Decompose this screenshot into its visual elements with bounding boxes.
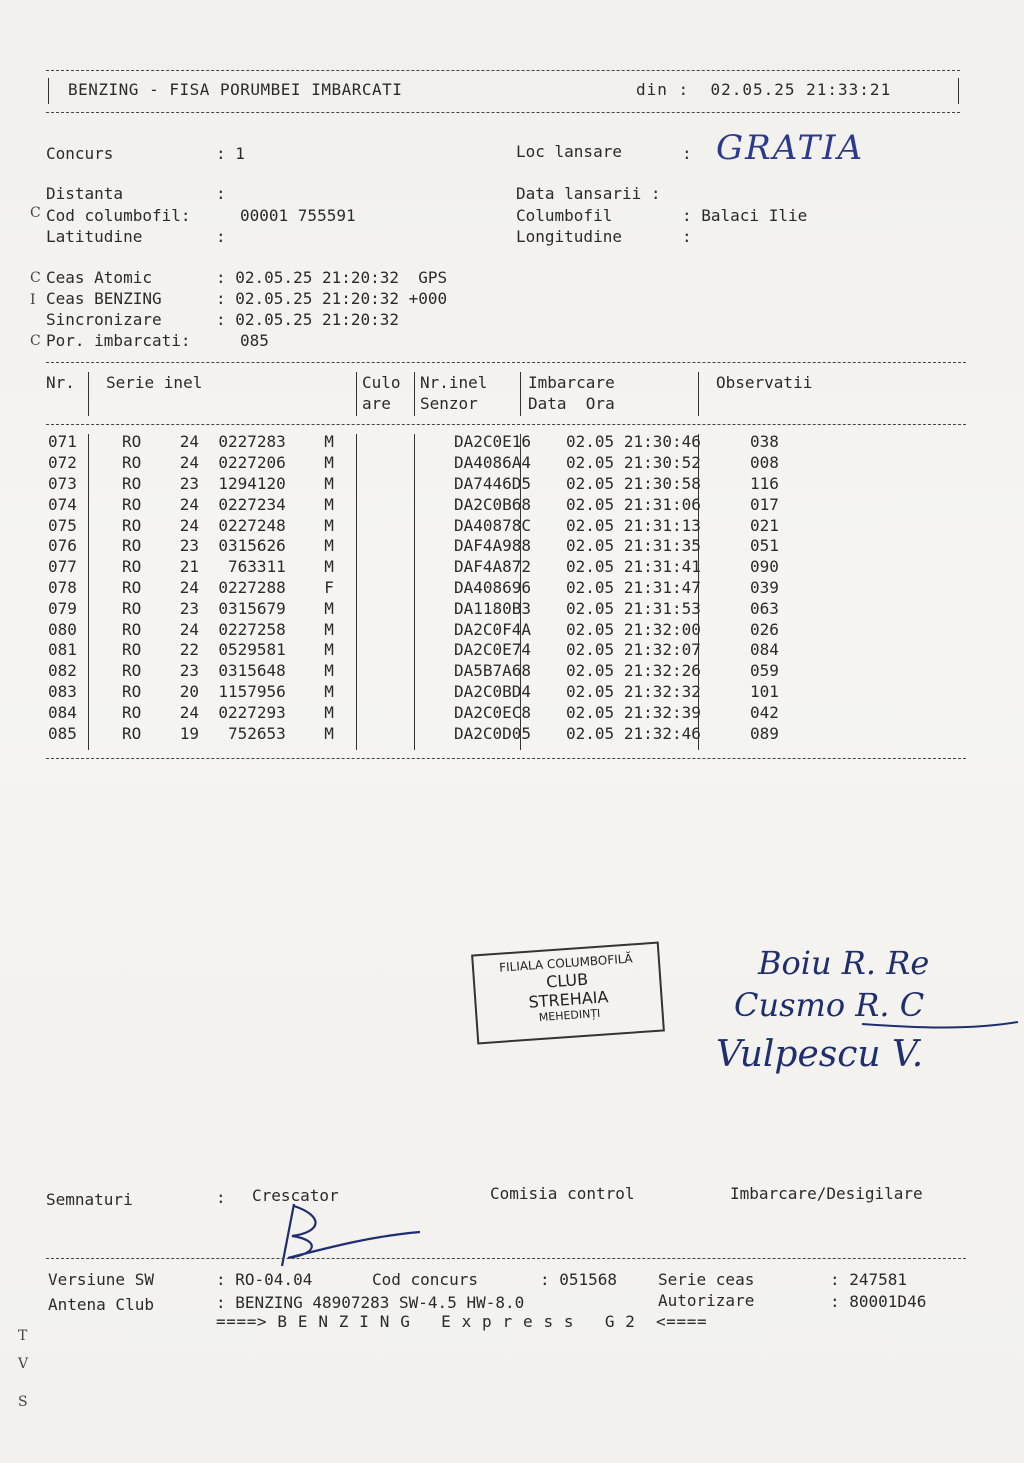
cell-observatii: 042 (750, 702, 779, 722)
cod-concurs-value: : 051568 (540, 1270, 618, 1289)
cell-serie (92, 723, 390, 744)
cell-senzor: DA2C0EC8 (454, 702, 532, 722)
cell-sex: M (324, 723, 334, 743)
cell-culoare (390, 557, 448, 578)
margin-mark: C (30, 205, 41, 221)
cell-observatii: 051 (750, 536, 779, 556)
club-stamp (471, 942, 665, 1045)
cell-tara: RO (122, 619, 142, 639)
cell-serie (92, 453, 390, 474)
cell-observatii: 090 (750, 557, 779, 577)
cell-data: 02.05 (566, 702, 615, 722)
cell-ora: 21:30:58 (623, 473, 701, 493)
cell-senzor: DA2C0BD4 (454, 681, 532, 701)
cell-senzor: DA2C0D05 (454, 723, 532, 743)
sincronizare-label: Sincronizare (46, 310, 162, 329)
cell-an: 23 (179, 536, 200, 556)
concurs-value: : 1 (216, 144, 245, 163)
cell-serie (92, 494, 390, 515)
cell-sex: M (324, 640, 334, 660)
table-bottom-rule (46, 758, 966, 759)
cell-imbarcare (560, 578, 744, 599)
handwritten-signature-3: Vulpescu V. (716, 1034, 924, 1075)
versiune-value: : RO-04.04 (216, 1270, 313, 1289)
cell-tara: RO (122, 681, 142, 701)
cell-tara: RO (122, 702, 142, 722)
cell-culoare (390, 598, 448, 619)
document-title: BENZING - FISA PORUMBEI IMBARCATI (68, 80, 403, 99)
cell-ora: 21:32:00 (623, 619, 701, 639)
cell-tara: RO (122, 432, 142, 452)
cell-senzor: DA2C0E74 (454, 640, 532, 660)
cell-nr: 083 (48, 681, 77, 701)
cell-senzor: DA408696 (454, 577, 532, 597)
cell-serie (92, 640, 390, 661)
margin-mark: S (18, 1394, 28, 1410)
cell-culoare (390, 432, 448, 453)
cell-nr: 071 (48, 432, 77, 452)
col-imbarcare-header-2: Data Ora (528, 394, 615, 413)
cell-serie (92, 474, 390, 495)
cell-observatii: 089 (750, 723, 779, 743)
cod-columbofil-label: Cod columbofil: (46, 206, 191, 225)
cell-sex: F (324, 577, 334, 597)
cell-data: 02.05 (566, 681, 615, 701)
col-sep-2h (356, 372, 357, 416)
cell-an: 20 (179, 681, 200, 701)
cell-nr: 085 (48, 723, 77, 743)
col-nrinel-header-1: Nr.inel (420, 373, 488, 392)
cell-sex: M (324, 598, 334, 618)
cell-nr: 075 (48, 515, 77, 535)
col-sep-1h (88, 372, 89, 416)
cell-imbarcare (560, 682, 744, 703)
cell-observatii: 039 (750, 577, 779, 597)
cell-imbarcare (560, 723, 744, 744)
autorizare-value: : 80001D46 (830, 1292, 927, 1311)
distanta-value: : (216, 184, 226, 203)
cell-nr: 077 (48, 557, 77, 577)
concurs-label: Concurs (46, 144, 114, 163)
table-header-rule (46, 424, 966, 425)
cell-ora: 21:30:46 (623, 432, 701, 452)
stamp-line-3: STREHAIA (527, 987, 609, 1012)
table-row (44, 598, 840, 619)
col-sep-4h (520, 372, 521, 416)
cell-tara: RO (122, 494, 142, 514)
cell-imbarcare (560, 702, 744, 723)
crescator-label: Crescator (252, 1186, 339, 1205)
cell-tara: RO (122, 661, 142, 681)
cell-ora: 21:31:35 (623, 536, 701, 556)
handwritten-signature-2: Cusmo R. C (734, 986, 925, 1024)
margin-mark: C (30, 333, 41, 349)
cell-an: 19 (179, 723, 200, 743)
table-row (44, 494, 840, 515)
cell-imbarcare (560, 557, 744, 578)
columbofil-value: : Balaci Ilie (682, 206, 808, 225)
antena-value: : BENZING 48907283 SW-4.5 HW-8.0 (216, 1293, 525, 1312)
distanta-label: Distanta (46, 184, 124, 203)
cell-senzor: DA4086A4 (454, 453, 532, 473)
cell-data: 02.05 (566, 577, 615, 597)
imbarcare-desigilare-label: Imbarcare/Desigilare (730, 1184, 923, 1203)
cell-imbarcare (560, 640, 744, 661)
cell-data: 02.05 (566, 723, 615, 743)
cell-senzor: DAF4A988 (454, 536, 532, 556)
stamp-line-1: FILIALA COLUMBOFILĂ (498, 951, 634, 975)
cell-imbarcare (560, 494, 744, 515)
cell-ora: 21:32:39 (623, 702, 701, 722)
cell-serie-nr: 0315626 (218, 536, 286, 556)
table-row (44, 640, 840, 661)
cell-observatii: 059 (750, 661, 779, 681)
antena-label: Antena Club (48, 1295, 154, 1314)
header-left-bar (48, 78, 49, 104)
footer-top-rule (46, 1258, 966, 1259)
cell-data: 02.05 (566, 598, 615, 618)
sincronizare-value: : 02.05.25 21:20:32 (216, 310, 400, 329)
cell-serie-nr: 0315679 (218, 598, 286, 618)
col-nr-header: Nr. (46, 373, 75, 392)
cell-senzor: DA2C0B68 (454, 494, 532, 514)
cell-serie-nr: 0227288 (218, 577, 286, 597)
date-value: 02.05.25 21:33:21 (710, 80, 892, 99)
cell-data: 02.05 (566, 515, 615, 535)
table-row (44, 661, 840, 682)
cell-serie (92, 598, 390, 619)
header-right-bar (958, 78, 959, 104)
semnaturi-colon: : (216, 1188, 226, 1207)
cell-ora: 21:32:46 (623, 723, 701, 743)
serie-ceas-value: : 247581 (830, 1270, 908, 1289)
cell-an: 24 (179, 453, 200, 473)
cell-culoare (390, 578, 448, 599)
table-row (44, 515, 840, 536)
cell-data: 02.05 (566, 432, 615, 452)
table-row (44, 557, 840, 578)
header-top-rule (46, 70, 960, 71)
margin-mark: T (18, 1328, 28, 1344)
cell-ora: 21:32:07 (623, 640, 701, 660)
serie-ceas-label: Serie ceas (658, 1270, 755, 1289)
table-top-rule (46, 362, 966, 363)
cell-observatii: 021 (750, 515, 779, 535)
cell-an: 23 (179, 598, 200, 618)
cell-nr: 076 (48, 536, 77, 556)
col-culoare-header-1: Culo (362, 373, 401, 392)
cell-culoare (390, 536, 448, 557)
ceas-benzing-value: : 02.05.25 21:20:32 +000 (216, 289, 448, 308)
cell-observatii: 084 (750, 640, 779, 660)
stamp-line-2: CLUB (545, 969, 589, 992)
cod-columbofil-value: 00001 755591 (240, 206, 356, 225)
table-row (44, 536, 840, 557)
cell-culoare (390, 723, 448, 744)
cell-imbarcare (560, 661, 744, 682)
cell-sex: M (324, 702, 334, 722)
cell-senzor: DA7446D5 (454, 473, 532, 493)
cell-serie (92, 702, 390, 723)
cell-serie (92, 619, 390, 640)
cell-an: 23 (179, 473, 200, 493)
latitudine-value: : (216, 227, 226, 246)
cell-nr: 072 (48, 453, 77, 473)
cell-data: 02.05 (566, 473, 615, 493)
cell-an: 24 (179, 515, 200, 535)
cell-imbarcare (560, 474, 744, 495)
semnaturi-label: Semnaturi (46, 1190, 133, 1209)
cell-culoare (390, 453, 448, 474)
cell-sex: M (324, 494, 334, 514)
table-row (44, 578, 840, 599)
comisia-label: Comisia control (490, 1184, 635, 1203)
cell-nr: 073 (48, 473, 77, 493)
cell-serie-nr: 0529581 (218, 640, 286, 660)
cell-nr: 082 (48, 661, 77, 681)
cell-serie-nr: 0227234 (218, 494, 286, 514)
col-imbarcare-header-1: Imbarcare (528, 373, 615, 392)
cell-an: 22 (179, 640, 200, 660)
col-culoare-header-2: are (362, 394, 391, 413)
cell-nr: 074 (48, 494, 77, 514)
table-row (44, 723, 840, 744)
margin-mark: I (30, 292, 36, 308)
cell-tara: RO (122, 473, 142, 493)
col-sep-5h (698, 372, 699, 416)
ceas-benzing-label: Ceas BENZING (46, 289, 162, 308)
cell-sex: M (324, 536, 334, 556)
cell-senzor: DAF4A872 (454, 557, 532, 577)
handwritten-signature-1: Boiu R. Re (758, 944, 930, 982)
cell-nr: 079 (48, 598, 77, 618)
cell-serie (92, 515, 390, 536)
cell-sex: M (324, 432, 334, 452)
cell-data: 02.05 (566, 640, 615, 660)
cell-tara: RO (122, 515, 142, 535)
cell-ora: 21:31:47 (623, 577, 701, 597)
cell-sex: M (324, 681, 334, 701)
cell-data: 02.05 (566, 661, 615, 681)
longitudine-label: Longitudine (516, 227, 622, 246)
cod-concurs-label: Cod concurs (372, 1270, 478, 1289)
table-row (44, 474, 840, 495)
cell-ora: 21:31:41 (623, 557, 701, 577)
cell-tara: RO (122, 453, 142, 473)
cell-an: 24 (179, 432, 200, 452)
data-lansarii-label: Data lansarii : (516, 184, 661, 203)
table-row (44, 453, 840, 474)
cell-serie-nr: 0227283 (218, 432, 286, 452)
cell-an: 24 (179, 577, 200, 597)
crescator-signature (264, 1196, 424, 1276)
ceas-atomic-value: : 02.05.25 21:20:32 GPS (216, 268, 448, 287)
cell-sex: M (324, 473, 334, 493)
loc-colon: : (682, 144, 692, 163)
longitudine-value: : (682, 227, 692, 246)
cell-tara: RO (122, 557, 142, 577)
cell-ora: 21:31:06 (623, 494, 701, 514)
columbofil-label: Columbofil (516, 206, 613, 225)
cell-imbarcare (560, 515, 744, 536)
cell-nr: 078 (48, 577, 77, 597)
cell-senzor: DA40878C (454, 515, 532, 535)
cell-sex: M (324, 515, 334, 535)
header-bottom-rule (46, 112, 960, 113)
table-row (44, 702, 840, 723)
cell-ora: 21:32:26 (623, 661, 701, 681)
cell-serie-nr: 0227248 (218, 515, 286, 535)
footer-tagline: ====> B E N Z I N G E x p r e s s G 2 <==== (216, 1312, 708, 1331)
cell-nr: 080 (48, 619, 77, 639)
autorizare-label: Autorizare (658, 1291, 755, 1310)
cell-serie-nr: 0227206 (218, 453, 286, 473)
cell-observatii: 038 (750, 432, 779, 452)
cell-ora: 21:30:52 (623, 453, 701, 473)
cell-serie (92, 432, 390, 453)
cell-culoare (390, 515, 448, 536)
cell-serie (92, 557, 390, 578)
cell-ora: 21:32:32 (623, 681, 701, 701)
cell-senzor: DA2C0E16 (454, 432, 532, 452)
table-row (44, 619, 840, 640)
cell-serie-nr: 0227258 (218, 619, 286, 639)
cell-data: 02.05 (566, 536, 615, 556)
col-nrinel-header-2: Senzor (420, 394, 478, 413)
cell-data: 02.05 (566, 557, 615, 577)
date-label: din : (636, 80, 690, 99)
cell-sex: M (324, 661, 334, 681)
margin-mark: V (18, 1356, 29, 1372)
cell-imbarcare (560, 453, 744, 474)
cell-ora: 21:31:53 (623, 598, 701, 618)
cell-sex: M (324, 619, 334, 639)
cell-data: 02.05 (566, 494, 615, 514)
cell-serie-nr: 763311 (218, 557, 286, 577)
cell-culoare (390, 494, 448, 515)
cell-tara: RO (122, 536, 142, 556)
loc-label: Loc lansare (516, 142, 622, 161)
cell-culoare (390, 474, 448, 495)
stamp-line-4: MEHEDINȚI (538, 1006, 601, 1025)
col-serie-header: Serie inel (106, 373, 203, 392)
cell-observatii: 063 (750, 598, 779, 618)
cell-nr: 081 (48, 640, 77, 660)
table-row (44, 432, 840, 453)
cell-an: 24 (179, 702, 200, 722)
cell-data: 02.05 (566, 619, 615, 639)
cell-serie-nr: 0227293 (218, 702, 286, 722)
cell-imbarcare (560, 536, 744, 557)
cell-senzor: DA1180B3 (454, 598, 532, 618)
cell-culoare (390, 619, 448, 640)
por-imbarcati-value: 085 (240, 331, 269, 350)
cell-tara: RO (122, 577, 142, 597)
cell-serie (92, 536, 390, 557)
cell-data: 02.05 (566, 453, 615, 473)
cell-tara: RO (122, 598, 142, 618)
cell-nr: 084 (48, 702, 77, 722)
versiune-label: Versiune SW (48, 1270, 154, 1289)
cell-an: 24 (179, 494, 200, 514)
cell-imbarcare (560, 432, 744, 453)
cell-imbarcare (560, 619, 744, 640)
cell-observatii: 101 (750, 681, 779, 701)
cell-serie (92, 578, 390, 599)
cell-serie-nr: 0315648 (218, 661, 286, 681)
latitudine-label: Latitudine (46, 227, 143, 246)
cell-an: 24 (179, 619, 200, 639)
loc-handwritten: GRATIA (716, 128, 865, 168)
cell-sex: M (324, 453, 334, 473)
cell-an: 23 (179, 661, 200, 681)
col-sep-3h (414, 372, 415, 416)
cell-serie (92, 682, 390, 703)
cell-observatii: 008 (750, 453, 779, 473)
cell-tara: RO (122, 640, 142, 660)
cell-serie-nr: 1294120 (218, 473, 286, 493)
cell-culoare (390, 682, 448, 703)
cell-observatii: 116 (750, 473, 779, 493)
ceas-atomic-label: Ceas Atomic (46, 268, 152, 287)
col-observatii-header: Observatii (716, 373, 813, 392)
table-row (44, 682, 840, 703)
cell-tara: RO (122, 723, 142, 743)
cell-culoare (390, 661, 448, 682)
cell-senzor: DA5B7A68 (454, 661, 532, 681)
cell-sex: M (324, 557, 334, 577)
cell-ora: 21:31:13 (623, 515, 701, 535)
cell-imbarcare (560, 598, 744, 619)
pigeon-table (44, 432, 840, 744)
header-date (636, 80, 891, 100)
cell-observatii: 026 (750, 619, 779, 639)
cell-observatii: 017 (750, 494, 779, 514)
margin-mark: C (30, 270, 41, 286)
signature-stroke (860, 1010, 1020, 1040)
cell-an: 21 (179, 557, 200, 577)
cell-culoare (390, 640, 448, 661)
por-imbarcati-label: Por. imbarcati: (46, 331, 191, 350)
cell-serie (92, 661, 390, 682)
cell-culoare (390, 702, 448, 723)
cell-senzor: DA2C0F4A (454, 619, 532, 639)
cell-serie-nr: 1157956 (218, 681, 286, 701)
cell-serie-nr: 752653 (218, 723, 286, 743)
